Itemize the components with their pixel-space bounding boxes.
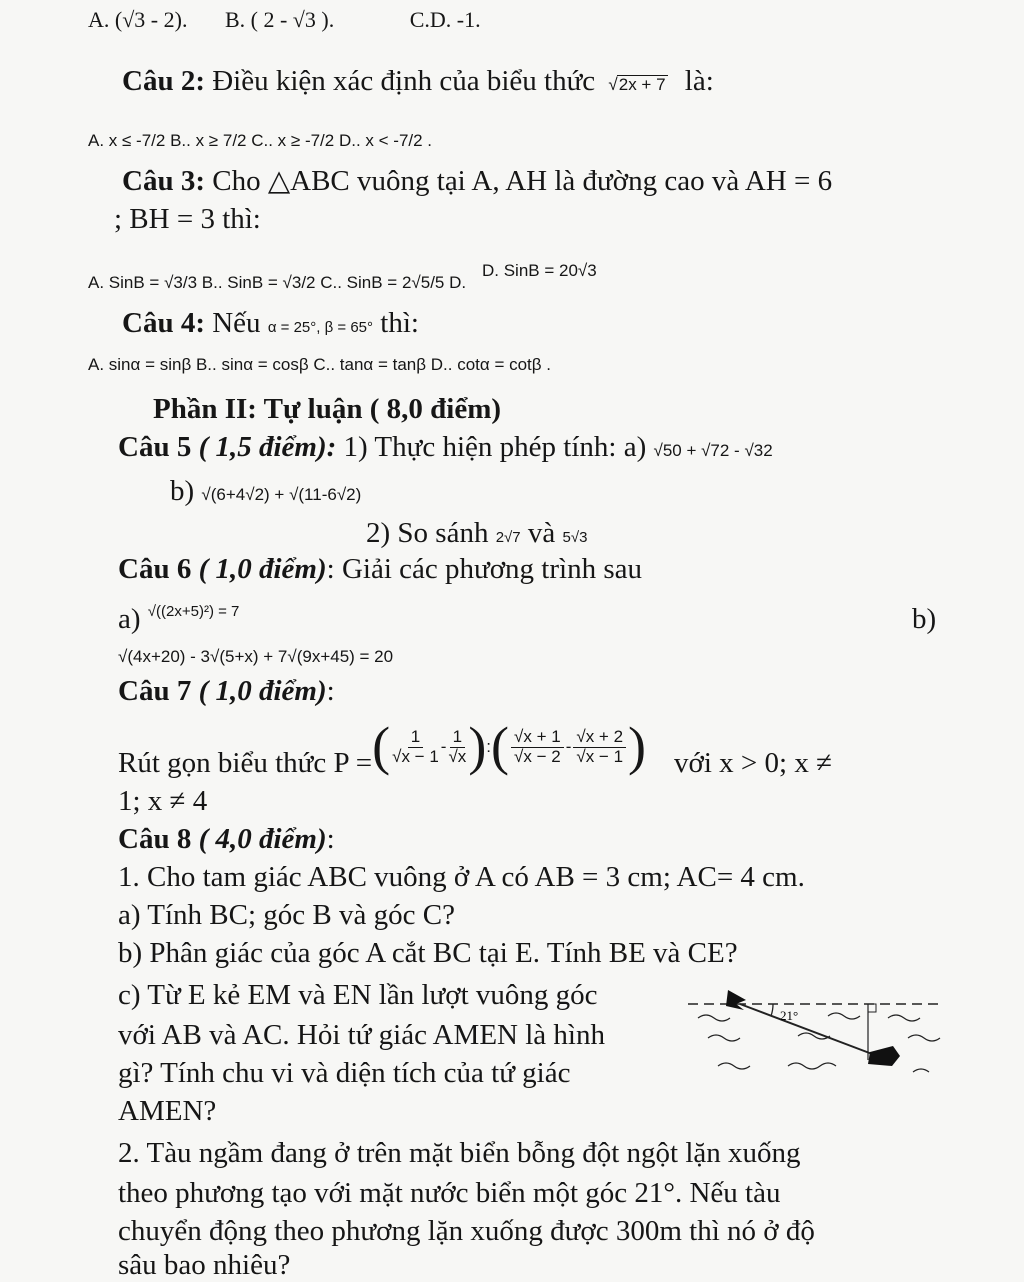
q4-options: A. sinα = sinβ B.. sinα = cosβ C.. tanα = tanβ D.. cotα = cotβ . [88,355,551,374]
q7-expression-line: Rút gọn biểu thức P = ( $\frac{1}{√x - 1}$ - $\frac{1}{√x}$ ) : ( $\frac{√x + 1}{√x - 2}$ - $\frac{√x + 2}{√x - 1}$ ) với x > 0; x ≠ [118,716,832,780]
right-angle-mark [868,1004,876,1012]
q8-score: ( 4,0 điểm) [198,823,327,855]
q1-options [88,8,481,32]
q6-b-label: b) [912,603,937,635]
q2-line: Câu 2: Điều kiện xác định của biểu thức √2x + 7 là: [122,65,714,97]
submarine-icon [868,1046,900,1066]
q7-condition: với x > 0; x ≠ [674,747,832,780]
wave-lines [698,1013,940,1072]
ship-icon [726,990,746,1010]
angle-arc [771,1004,773,1016]
q7-f4-den: √x − 1 [576,746,624,766]
q7-score: ( 1,0 điểm) [198,675,327,707]
q5-label: Câu 5 [118,431,192,463]
q2-text: Điều kiện xác định của biểu thức [212,65,596,97]
q7-f3-num: √x + 1 [511,728,564,748]
q7-f2-num: 1 [450,728,465,748]
q7-label: Câu 7 [118,675,192,707]
q7-f3-den: √x − 2 [514,746,561,766]
q8-line8: 2. Tàu ngầm đang ở trên mặt biển bỗng đột ngột lặn xuống [118,1137,801,1169]
q4-expr: α = 25°, β = 65° [267,319,374,336]
q5-line1 [118,432,773,464]
q8-line9: theo phương tạo với mặt nước biển một góc 21°. Nếu tàu [118,1177,781,1209]
q1-option-b-expr: ( 2 - √3 ). [250,7,335,32]
q7-f1-den: √x − 1 [392,746,439,766]
q5-score: ( 1,5 điểm): [198,431,337,463]
q7-f1-num: 1 [408,728,423,748]
q3-options: A. SinB = √3/3 B.. SinB = √3/2 C.. SinB = 2√5/5 D. [88,273,467,292]
q3-line1 [122,166,832,198]
q2-tail: là: [684,65,714,97]
q5-expr-b: √(6+4√2) + √(11-6√2) [201,485,362,504]
q7-f4-num: √x + 2 [573,728,626,748]
q6-label: Câu 6 [118,553,192,585]
q5-line3 [366,518,587,550]
q8-heading [118,824,335,856]
q6-line1 [118,554,642,586]
q5-compare-text: 2) So sánh [366,517,489,549]
q7-condition-line2: 1; x ≠ 4 [118,785,208,817]
q4-label: Câu 4: [122,307,205,339]
q8-line10: chuyển động theo phương lặn xuống được 300m thì nó ở độ [118,1215,815,1247]
q8-line3: b) Phân giác của góc A cắt BC tại E. Tính BE và CE? [118,937,738,969]
q6-text: : Giải các phương trình sau [326,553,642,585]
q6-score: ( 1,0 điểm) [198,553,327,585]
q1-option-a-expr: (√3 - 2). [114,7,188,32]
q1-option-cd: C.D. -1. [409,7,481,32]
part2-heading: Phần II: Tự luận ( 8,0 điểm) [153,393,502,425]
q3-label: Câu 3: [122,165,205,197]
q6-line2 [118,604,239,636]
q8-line1: 1. Cho tam giác ABC vuông ở A có AB = 3 cm; AC= 4 cm. [118,861,805,893]
q2-expr: 2x + 7 [618,75,666,94]
q4-tail: thì: [380,307,419,339]
q7-text: Rút gọn biểu thức P = [118,747,373,780]
q6-expr-b: √(4x+20) - 3√(5+x) + 7√(9x+45) = 20 [118,647,394,666]
q6-a-label: a) [118,603,141,635]
q5-compare-a: 2√7 [495,529,521,546]
q5-b-label: b) [170,475,195,507]
q7-colon: : [326,675,335,707]
q1-option-a-label: A. [88,7,110,32]
q4-line [122,308,419,340]
q3-option-d: D. SinB = 20√3 [482,261,597,280]
q2-label: Câu 2: [122,65,205,97]
q5-expr-a: √50 + √72 - √32 [653,441,773,460]
q8-line7: AMEN? [118,1095,217,1127]
q6-expr-a: √((2x+5)²) = 7 [147,603,240,620]
q3-text-line1: Cho △ABC vuông tại A, AH là đường cao và AH = 6 [212,165,833,197]
q8-line11: sâu bao nhiêu? [118,1249,291,1281]
q7-heading [118,676,335,708]
q8-line5: với AB và AC. Hỏi tứ giác AMEN là hình [118,1019,605,1051]
q5-line2 [170,476,361,508]
q2-options: A. x ≤ -7/2 B.. x ≥ 7/2 C.. x ≥ -7/2 D.. x < -7/2 . [88,131,433,150]
q7-f2-den: √x [448,746,467,766]
q4-text: Nếu [212,307,261,339]
q3-line2: ; BH = 3 thì: [114,203,261,235]
q8-line2: a) Tính BC; góc B và góc C? [118,899,455,931]
dive-path-line [740,1004,888,1060]
q5-text: 1) Thực hiện phép tính: a) [343,431,647,463]
submarine-diagram [688,982,948,1082]
q8-line4: c) Từ E kẻ EM và EN lần lượt vuông góc [118,979,598,1011]
q1-option-b-label: B. [224,7,246,32]
q5-compare-and: và [527,517,556,549]
angle-label: 21° [780,1008,799,1023]
q8-colon: : [326,823,335,855]
q5-compare-b: 5√3 [562,529,588,546]
q8-line6: gì? Tính chu vi và diện tích của tứ giác [118,1057,571,1089]
q8-label: Câu 8 [118,823,192,855]
